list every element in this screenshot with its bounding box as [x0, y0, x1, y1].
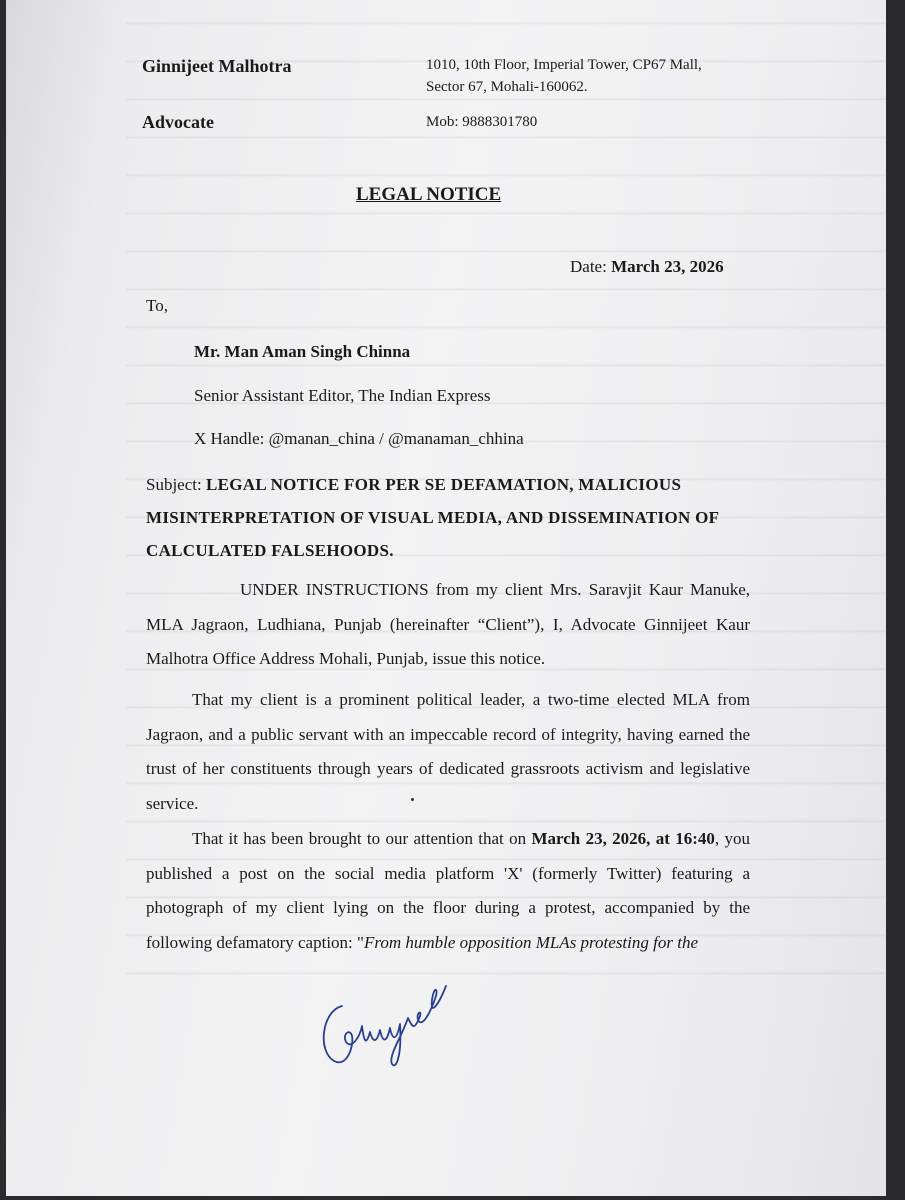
quoted-caption: From humble opposition MLAs protesting for the — [363, 932, 698, 952]
notice-date — [570, 257, 724, 277]
allegation-lead: That it has been brought to our attention that on — [192, 829, 532, 848]
mobile-number: Mob: 9888301780 — [426, 114, 538, 130]
date-value: March 23, 2026 — [611, 257, 724, 276]
document-title: LEGAL NOTICE — [356, 184, 502, 205]
paragraph-client-profile: That my client is a prominent political leader, a two-time elected MLA from Jagraon, and a public servant with an impeccable record of integrity, having earned the trust of her constituents through years of dedicated grassroots activism and legislative service. — [146, 690, 750, 813]
paragraph-instructions: UNDER INSTRUCTIONS from my client Mrs. Saravjit Kaur Manuke, MLA Jagraon, Ludhiana, Punjab (hereinafter “Client”), I, Advocate Ginnijeet Kaur Malhotra Office Address Mohali, Punjab, issue this notice. — [146, 580, 750, 668]
legal-notice-page — [6, 0, 886, 1196]
date-label: Date: — [570, 257, 607, 276]
stray-mark — [411, 798, 414, 801]
allegation-body: , you published a post on the social media platform 'X' (formerly Twitter) featuring a photograph of my client lying on the floor during a protest, accompanied by the following defamatory caption: " — [146, 829, 750, 952]
paragraph-allegation — [146, 822, 750, 960]
recipient-name: Mr. Man Aman Singh Chinna — [194, 342, 411, 361]
subject-text: LEGAL NOTICE FOR PER SE DEFAMATION, MALICIOUS MISINTERPRETATION OF VISUAL MEDIA, AND DISSEMINATION OF CALCULATED FALSEHOODS. — [146, 475, 719, 560]
salutation-to: To, — [146, 296, 168, 315]
address-line-2: Sector 67, Mohali-160062. — [426, 79, 588, 95]
handwritten-signature — [312, 966, 462, 1076]
recipient-handle: X Handle: @manan_china / @manaman_chhina — [194, 429, 524, 448]
address-line-1: 1010, 10th Floor, Imperial Tower, CP67 Mall, — [426, 57, 702, 73]
advocate-title: Advocate — [142, 112, 214, 132]
post-datetime: March 23, 2026, at 16:40 — [531, 829, 715, 848]
subject-line — [146, 468, 756, 567]
recipient-designation: Senior Assistant Editor, The Indian Express — [194, 386, 491, 405]
advocate-name: Ginnijeet Malhotra — [142, 56, 292, 76]
subject-label: Subject: — [146, 475, 202, 494]
